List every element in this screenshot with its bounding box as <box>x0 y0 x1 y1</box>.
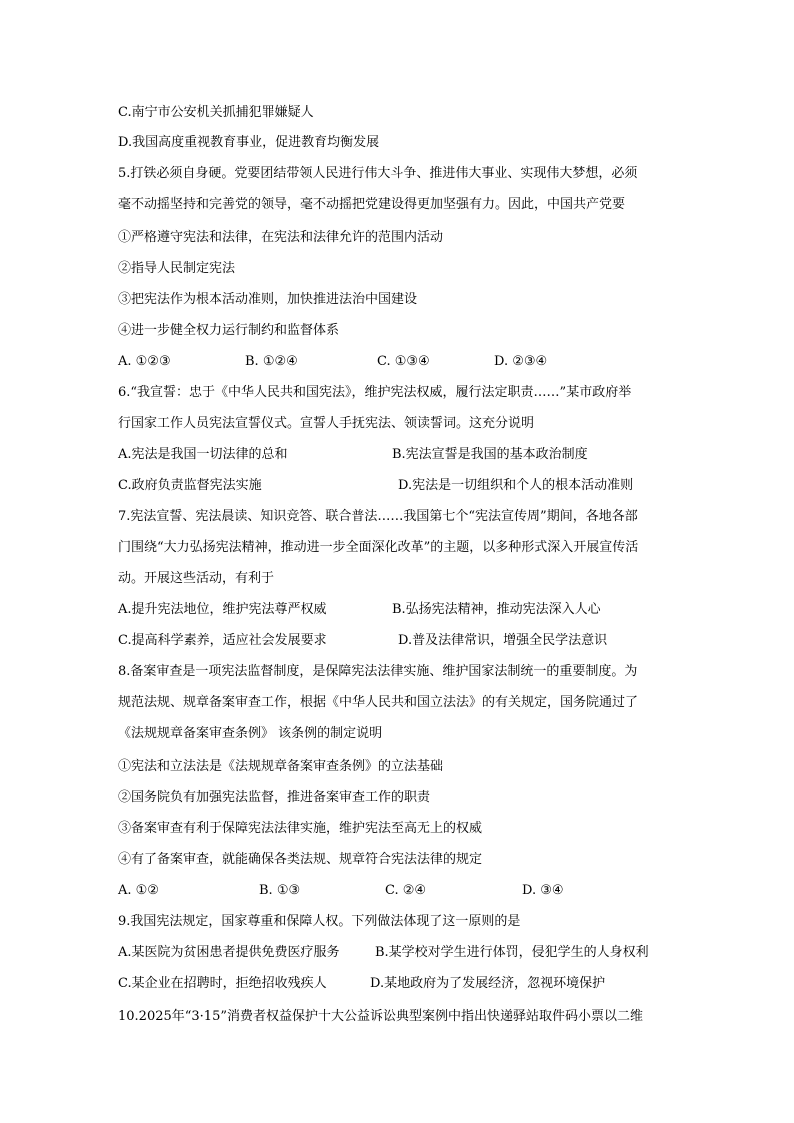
q6-option-b: B.宪法宣誓是我国的基本政治制度 <box>392 447 588 462</box>
q7-stem-line-3: 动。开展这些活动，有利于 <box>118 571 275 586</box>
q7-option-b: B.弘扬宪法精神，推动宪法深入人心 <box>392 602 601 617</box>
q10-stem-line-1: 10.2025年“3·15”消费者权益保护十大公益诉讼典型案例中指出快递驿站取件码小票以二维 <box>118 1009 643 1024</box>
q8-item-2: ②国务院负有加强宪法监督，推进备案审查工作的职责 <box>118 790 431 805</box>
q7-option-a: A.提升宪法地位，维护宪法尊严权威 <box>118 602 327 617</box>
q9-option-a: A.某医院为贫困患者提供免费医疗服务 <box>118 945 340 960</box>
q9-option-d: D.某地政府为了发展经济，忽视环境保护 <box>370 976 606 991</box>
q7-option-d: D.普及法律常识，增强全民学法意识 <box>398 633 608 648</box>
q8-stem-line-3: 《法规规章备案审查条例》 该条例的制定说明 <box>118 726 383 741</box>
q8-stem-line-1: 8.备案审查是一项宪法监督制度，是保障宪法法律实施、维护国家法制统一的重要制度。为 <box>118 664 638 679</box>
q6-option-d: D.宪法是一切组织和个人的根本活动准则 <box>398 478 634 493</box>
q7-stem-line-1: 7.宪法宣誓、宪法晨读、知识竞答、联合普法……我国第七个“宪法宣传周”期间，各地各部 <box>118 509 638 524</box>
q8-option-b: B. ①③ <box>259 883 301 898</box>
q8-option-a: A. ①② <box>118 883 159 898</box>
q6-stem-line-2: 行国家工作人员宪法宣誓仪式。宣誓人手抚宪法、领读誓词。这充分说明 <box>118 416 535 431</box>
q7-option-c: C.提高科学素养，适应社会发展要求 <box>118 633 327 648</box>
q5-stem-line-1: 5.打铁必须自身硬。党要团结带领人民进行伟大斗争、推进伟大事业、实现伟大梦想，必须 <box>118 166 638 181</box>
q5-item-2: ②指导人民制定宪法 <box>118 261 236 276</box>
q6-stem-line-1: 6.“我宣誓：忠于《中华人民共和国宪法》，维护宪法权威，履行法定职责……”某市政府举 <box>118 385 632 400</box>
q8-item-1: ①宪法和立法法是《法规规章备案审查条例》的立法基础 <box>118 759 444 774</box>
q5-option-c: C. ①③④ <box>377 354 430 369</box>
q9-option-b: B.某学校对学生进行体罚，侵犯学生的人身权利 <box>375 945 649 960</box>
q9-stem: 9.我国宪法规定，国家尊重和保障人权。下列做法体现了这一原则的是 <box>118 914 521 929</box>
q7-stem-line-2: 门围绕“大力弘扬宪法精神，推动进一步全面深化改革”的主题，以多种形式深入开展宣传活 <box>118 540 639 555</box>
q5-option-a: A. ①②③ <box>118 354 171 369</box>
q4-option-c: C.南宁市公安机关抓捕犯罪嫌疑人 <box>118 105 314 120</box>
q5-item-3: ③把宪法作为根本活动准则，加快推进法治中国建设 <box>118 292 418 307</box>
q8-option-c: C. ②④ <box>385 883 427 898</box>
q9-option-c: C.某企业在招聘时，拒绝招收残疾人 <box>118 976 327 991</box>
q5-item-4: ④进一步健全权力运行制约和监督体系 <box>118 323 340 338</box>
q5-option-b: B. ①②④ <box>245 354 298 369</box>
q5-stem-line-2: 毫不动摇坚持和完善党的领导，毫不动摇把党建设得更加坚强有力。因此，中国共产党要 <box>118 197 626 212</box>
q8-option-d: D. ③④ <box>522 883 564 898</box>
q6-option-a: A.宪法是我国一切法律的总和 <box>118 447 288 462</box>
q6-option-c: C.政府负责监督宪法实施 <box>118 478 262 493</box>
q5-option-d: D. ②③④ <box>494 354 548 369</box>
q8-item-3: ③备案审查有利于保障宪法法律实施，维护宪法至高无上的权威 <box>118 821 483 836</box>
q8-item-4: ④有了备案审查，就能确保各类法规、规章符合宪法法律的规定 <box>118 852 483 867</box>
q8-stem-line-2: 规范法规、规章备案审查工作，根据《中华人民共和国立法法》的有关规定，国务院通过了 <box>118 695 639 710</box>
q4-option-d: D.我国高度重视教育事业，促进教育均衡发展 <box>118 135 380 150</box>
q5-item-1: ①严格遵守宪法和法律，在宪法和法律允许的范围内活动 <box>118 230 444 245</box>
